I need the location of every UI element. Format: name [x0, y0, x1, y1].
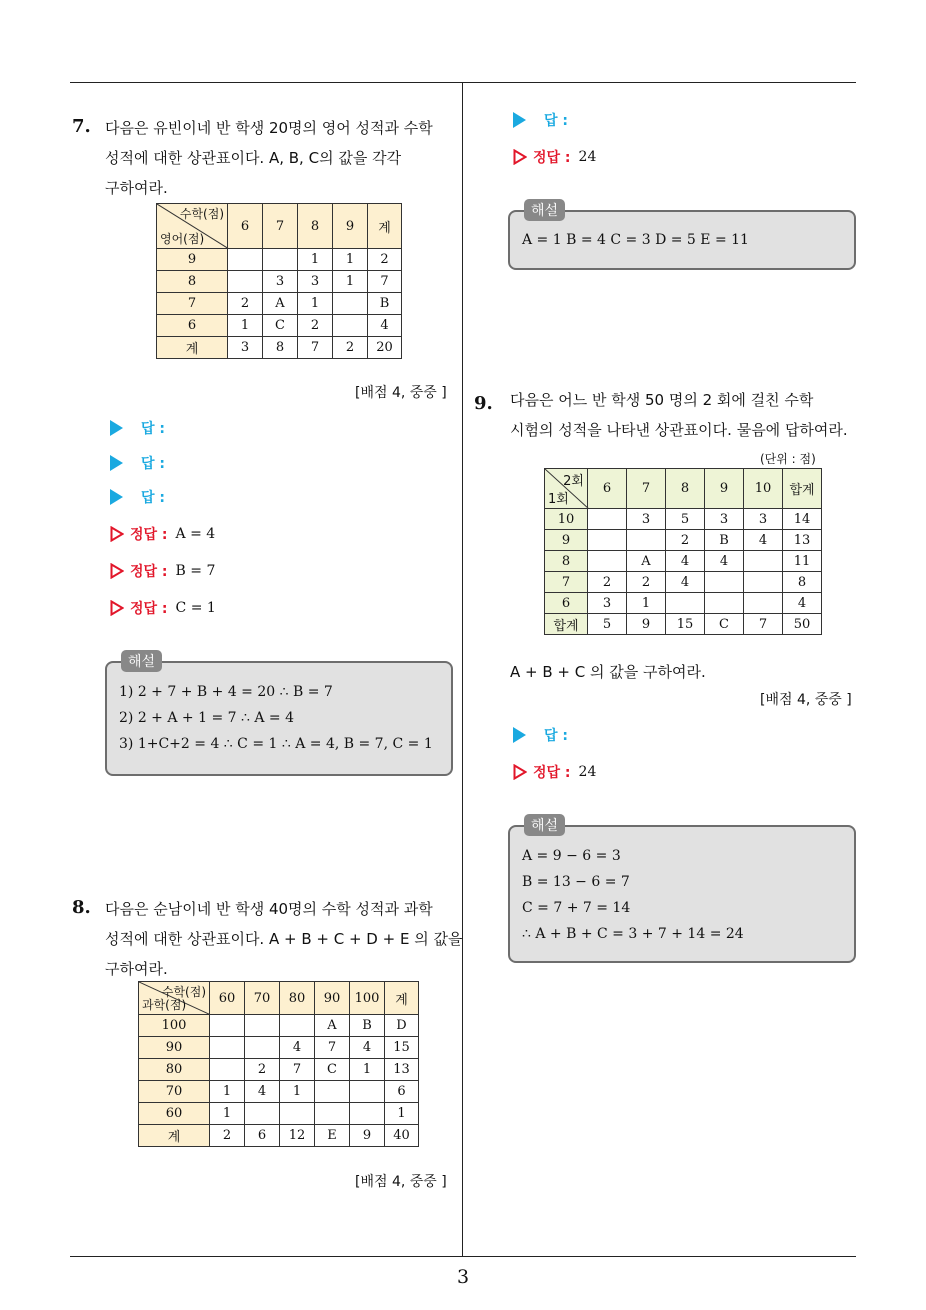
q9-col-header: 6 [588, 469, 627, 509]
q8-cell: A [315, 1015, 350, 1037]
q9-col-header: 10 [744, 469, 783, 509]
q7-correct-answer [110, 524, 215, 544]
play-icon [513, 727, 526, 743]
q9-cell: B [705, 530, 744, 551]
solution-tag: 해설 [524, 814, 565, 836]
q9-corner-top: 2회 [563, 474, 584, 489]
q7-cell [333, 293, 368, 315]
table-row [139, 1037, 419, 1059]
q8-cell [245, 1103, 280, 1125]
q7-answer-field[interactable] [110, 487, 165, 507]
page-number: 3 [456, 1266, 470, 1288]
q8-line: 다음은 순남이네 반 학생 40명의 수학 성적과 과학 [105, 900, 433, 918]
q8-cell: 1 [280, 1081, 315, 1103]
q9-solution-lines [522, 843, 744, 947]
q8-cell: D [385, 1015, 419, 1037]
answer-label: 답 : [544, 728, 568, 744]
q8-cell: B [350, 1015, 385, 1037]
q7-col-header: 8 [298, 204, 333, 249]
q7-corner-cell [157, 204, 228, 249]
q9-cell: 1 [627, 593, 666, 614]
answer-label: 답 : [544, 113, 568, 129]
q8-cell: 4 [350, 1037, 385, 1059]
q7-cell: 1 [298, 249, 333, 271]
q9-number: 9. [474, 393, 493, 414]
answer-label: 답 : [141, 490, 165, 506]
q7-cell: B [368, 293, 402, 315]
correct-value: 24 [578, 149, 597, 165]
q9-cell: 11 [783, 551, 822, 572]
q8-cell [210, 1059, 245, 1081]
q7-table [156, 203, 402, 359]
q8-cell [210, 1037, 245, 1059]
q9-cell [744, 551, 783, 572]
q9-table [544, 468, 822, 635]
q8-cell: 7 [315, 1037, 350, 1059]
solution-line: A = 9 − 6 = 3 [522, 848, 621, 864]
q8-line: 성적에 대한 상관표이다. A + B + C + D + E 의 값을 [105, 930, 463, 948]
play-outline-icon [110, 600, 124, 616]
q8-cell: 13 [385, 1059, 419, 1081]
table-row [139, 1103, 419, 1125]
q9-unit: (단위 : 점) [760, 452, 816, 466]
q9-cell: 4 [744, 530, 783, 551]
q9-solution-box [508, 818, 856, 963]
q8-cell: 2 [210, 1125, 245, 1147]
q9-cell: 5 [666, 509, 705, 530]
correct-label: 정답 : [130, 601, 168, 617]
q7-solution-lines [119, 679, 433, 757]
answer-label: 답 : [141, 456, 165, 472]
q7-row-label: 8 [157, 271, 228, 293]
q8-line: 구하여라. [105, 960, 168, 978]
q8-cell: 4 [280, 1037, 315, 1059]
q7-corner-bottom: 영어(점) [160, 232, 205, 246]
q9-correct-answer [513, 762, 596, 782]
q9-line: 시험의 성적을 나타낸 상관표이다. 물음에 답하여라. [510, 421, 848, 439]
q8-cell: 6 [385, 1081, 419, 1103]
q9-cell: 7 [744, 614, 783, 635]
q7-line: 구하여라. [105, 179, 168, 197]
q7-score: [배점 4, 중중 ] [355, 385, 447, 401]
q9-col-header: 7 [627, 469, 666, 509]
q9-row-label: 합계 [545, 614, 588, 635]
play-outline-icon [110, 563, 124, 579]
q8-cell: E [315, 1125, 350, 1147]
q7-answer-field[interactable] [110, 453, 165, 473]
q9-cell: 8 [783, 572, 822, 593]
q8-solution-box [508, 203, 856, 270]
q9-cell: 3 [744, 509, 783, 530]
table-row [157, 315, 402, 337]
q8-text [105, 894, 462, 984]
solution-line: 3) 1+C+2 = 4 ∴ C = 1 ∴ A = 4, B = 7, C = 1 [119, 736, 433, 752]
q8-row-label: 90 [139, 1037, 210, 1059]
q7-cell: 2 [228, 293, 263, 315]
q8-col-header: 계 [385, 982, 419, 1015]
q8-score: [배점 4, 중중 ] [355, 1174, 447, 1190]
q8-correct-answer [513, 147, 596, 167]
q7-line: 다음은 유빈이네 반 학생 20명의 영어 성적과 수학 [105, 119, 433, 137]
q7-solution-box [105, 654, 453, 776]
q9-cell [744, 593, 783, 614]
q8-cell [280, 1015, 315, 1037]
table-row [545, 614, 822, 635]
q8-cell: 7 [280, 1059, 315, 1081]
q9-row-label: 6 [545, 593, 588, 614]
q9-row-label: 9 [545, 530, 588, 551]
q7-cell [228, 271, 263, 293]
q9-line: 다음은 어느 반 학생 50 명의 2 회에 걸친 수학 [510, 391, 814, 409]
q7-col-header: 7 [263, 204, 298, 249]
play-outline-icon [513, 764, 527, 780]
q7-cell: 1 [228, 315, 263, 337]
q8-cell: 1 [210, 1103, 245, 1125]
q8-cell: 1 [350, 1059, 385, 1081]
q7-cell: 1 [298, 293, 333, 315]
correct-label: 정답 : [533, 765, 571, 781]
table-row [545, 572, 822, 593]
table-row [545, 509, 822, 530]
q9-cell [705, 572, 744, 593]
q9-cell: 4 [666, 551, 705, 572]
q9-cell: 2 [588, 572, 627, 593]
q9-cell: 4 [705, 551, 744, 572]
q8-cell [315, 1103, 350, 1125]
q9-cell: 4 [783, 593, 822, 614]
q7-correct-answer [110, 598, 216, 618]
top-rule [70, 82, 856, 83]
q9-cell: 5 [588, 614, 627, 635]
q8-col-header: 100 [350, 982, 385, 1015]
q9-cell: 4 [666, 572, 705, 593]
q7-cell: 3 [298, 271, 333, 293]
q8-cell [280, 1103, 315, 1125]
table-row [139, 1015, 419, 1037]
solution-line: 1) 2 + 7 + B + 4 = 20 ∴ B = 7 [119, 684, 333, 700]
q8-solution-lines [522, 227, 749, 253]
q7-cell: A [263, 293, 298, 315]
q8-corner-cell [139, 982, 210, 1015]
q7-cell: 20 [368, 337, 402, 359]
q9-answer-field[interactable] [513, 725, 568, 745]
q9-cell: 3 [705, 509, 744, 530]
table-row [157, 337, 402, 359]
q8-col-header: 70 [245, 982, 280, 1015]
q9-col-header: 합계 [783, 469, 822, 509]
q9-cell [588, 551, 627, 572]
q9-corner-bottom: 1회 [548, 492, 569, 507]
q7-col-header: 9 [333, 204, 368, 249]
solution-line: C = 7 + 7 = 14 [522, 900, 631, 916]
q8-cell: 4 [245, 1081, 280, 1103]
table-row [157, 293, 402, 315]
play-icon [110, 489, 123, 505]
play-icon [513, 112, 526, 128]
answer-label: 답 : [141, 421, 165, 437]
q8-answer-field[interactable] [513, 110, 568, 130]
q7-text [105, 113, 433, 203]
q8-table [138, 981, 419, 1147]
q9-col-header: 8 [666, 469, 705, 509]
q9-cell [627, 530, 666, 551]
q9-score: [배점 4, 중중 ] [760, 692, 852, 708]
q8-cell: 2 [245, 1059, 280, 1081]
q7-cell: 3 [263, 271, 298, 293]
q7-corner-top: 수학(점) [179, 207, 224, 221]
q8-cell [350, 1103, 385, 1125]
solution-tag: 해설 [121, 650, 162, 672]
column-divider [462, 83, 463, 1256]
q7-row-label: 7 [157, 293, 228, 315]
table-row [139, 1125, 419, 1147]
q8-cell: 9 [350, 1125, 385, 1147]
q8-cell [245, 1015, 280, 1037]
q9-row-label: 7 [545, 572, 588, 593]
q8-cell: 1 [385, 1103, 419, 1125]
q8-row-label: 계 [139, 1125, 210, 1147]
table-row [139, 1081, 419, 1103]
q9-cell: 2 [666, 530, 705, 551]
bottom-rule [70, 1256, 856, 1257]
q9-cell: 14 [783, 509, 822, 530]
q8-cell [350, 1081, 385, 1103]
q7-correct-answer [110, 561, 215, 581]
q8-cell [315, 1081, 350, 1103]
table-row [139, 1059, 419, 1081]
q9-cell: 2 [627, 572, 666, 593]
q7-cell: 2 [333, 337, 368, 359]
q7-col-header: 계 [368, 204, 402, 249]
q8-cell: 12 [280, 1125, 315, 1147]
correct-label: 정답 : [533, 150, 571, 166]
q9-question: A + B + C 의 값을 구하여라. [510, 663, 706, 681]
q7-cell [263, 249, 298, 271]
q7-row-label: 9 [157, 249, 228, 271]
correct-value: B = 7 [175, 563, 216, 579]
q7-cell [333, 315, 368, 337]
q7-col-header: 6 [228, 204, 263, 249]
play-outline-icon [513, 149, 527, 165]
q8-cell: 1 [210, 1081, 245, 1103]
q7-cell: C [263, 315, 298, 337]
q7-cell: 8 [263, 337, 298, 359]
q9-cell [705, 593, 744, 614]
q8-cell: C [315, 1059, 350, 1081]
q9-cell: 9 [627, 614, 666, 635]
q7-cell: 1 [333, 249, 368, 271]
correct-value: 24 [578, 764, 597, 780]
q9-col-header: 9 [705, 469, 744, 509]
q7-cell: 4 [368, 315, 402, 337]
q9-cell: C [705, 614, 744, 635]
q9-cell: A [627, 551, 666, 572]
correct-value: C = 1 [175, 600, 216, 616]
q8-cell [245, 1037, 280, 1059]
q9-cell [588, 509, 627, 530]
q9-cell [744, 572, 783, 593]
solution-line: ∴ A + B + C = 3 + 7 + 14 = 24 [522, 926, 744, 942]
q7-cell: 2 [368, 249, 402, 271]
q8-row-label: 100 [139, 1015, 210, 1037]
play-outline-icon [110, 526, 124, 542]
correct-label: 정답 : [130, 564, 168, 580]
q7-cell [228, 249, 263, 271]
q9-cell: 13 [783, 530, 822, 551]
solution-tag: 해설 [524, 199, 565, 221]
q8-number: 8. [72, 897, 91, 918]
q8-row-label: 80 [139, 1059, 210, 1081]
q9-corner-cell [545, 469, 588, 509]
q7-cell: 3 [228, 337, 263, 359]
q7-cell: 2 [298, 315, 333, 337]
q9-cell: 15 [666, 614, 705, 635]
play-icon [110, 455, 123, 471]
solution-line: A = 1 B = 4 C = 3 D = 5 E = 11 [522, 232, 749, 248]
q8-col-header: 80 [280, 982, 315, 1015]
q9-cell [666, 593, 705, 614]
q8-row-label: 60 [139, 1103, 210, 1125]
q9-cell: 3 [627, 509, 666, 530]
q7-cell: 7 [368, 271, 402, 293]
q9-cell [588, 530, 627, 551]
correct-label: 정답 : [130, 527, 168, 543]
q9-cell: 50 [783, 614, 822, 635]
table-row [545, 530, 822, 551]
q8-row-label: 70 [139, 1081, 210, 1103]
q8-cell [210, 1015, 245, 1037]
q9-row-label: 8 [545, 551, 588, 572]
q9-text [510, 385, 848, 445]
table-row [545, 551, 822, 572]
q7-row-label: 계 [157, 337, 228, 359]
table-row [157, 271, 402, 293]
q9-cell: 3 [588, 593, 627, 614]
q8-cell: 6 [245, 1125, 280, 1147]
table-row [157, 249, 402, 271]
q8-col-header: 90 [315, 982, 350, 1015]
q8-cell: 15 [385, 1037, 419, 1059]
q8-col-header: 60 [210, 982, 245, 1015]
q7-line: 성적에 대한 상관표이다. A, B, C의 값을 각각 [105, 149, 402, 167]
q7-number: 7. [72, 116, 91, 137]
play-icon [110, 420, 123, 436]
table-row [545, 593, 822, 614]
q7-row-label: 6 [157, 315, 228, 337]
q7-answer-field[interactable] [110, 418, 165, 438]
q7-cell: 1 [333, 271, 368, 293]
solution-line: B = 13 − 6 = 7 [522, 874, 630, 890]
q8-cell: 40 [385, 1125, 419, 1147]
q7-cell: 7 [298, 337, 333, 359]
q9-row-label: 10 [545, 509, 588, 530]
q8-corner-bottom: 과학(점) [142, 998, 187, 1012]
solution-line: 2) 2 + A + 1 = 7 ∴ A = 4 [119, 710, 294, 726]
correct-value: A = 4 [175, 526, 216, 542]
q8-corner-top: 수학(점) [161, 985, 206, 999]
